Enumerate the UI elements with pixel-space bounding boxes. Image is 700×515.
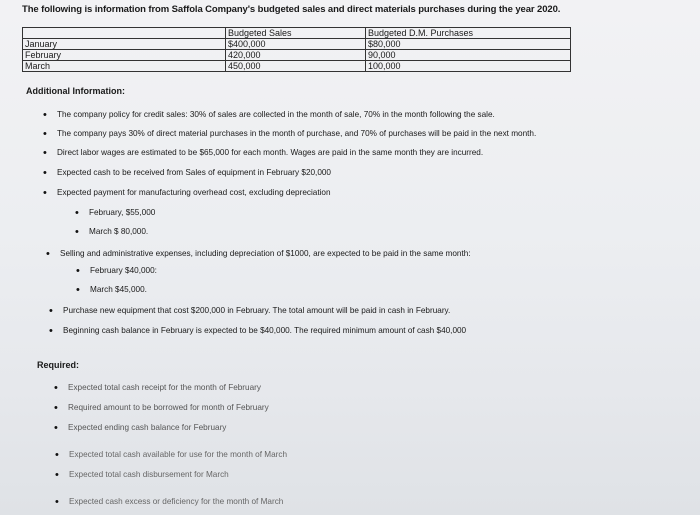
list-item: • Expected total cash disbursement for March — [69, 470, 229, 479]
table-header-cell: Budgeted Sales — [226, 28, 366, 39]
list-item: • Expected ending cash balance for February — [68, 423, 226, 432]
list-item: • Expected payment for manufacturing overhead cost, excluding depreciation — [57, 188, 331, 197]
list-item: • The company pays 30% of direct material purchases in the month of purchase, and 70% of purchases will be paid in the next month. — [57, 129, 536, 138]
table-cell-sales: 420,000 — [226, 50, 366, 61]
table-row — [23, 50, 571, 61]
list-item: • Beginning cash balance in February is expected to be $40,000. The required minimum amount of cash $40,000 — [63, 326, 466, 335]
list-item: • March $45,000. — [90, 285, 147, 294]
table-cell-sales: 450,000 — [226, 61, 366, 72]
list-item: • Required amount to be borrowed for month of February — [68, 403, 269, 412]
list-item: • Selling and administrative expenses, including depreciation of $1000, are expected to be paid in the same month: — [60, 249, 471, 258]
required-heading: Required: — [37, 360, 80, 370]
list-item: • February, $55,000 — [89, 208, 155, 217]
table-header-row — [23, 28, 571, 39]
additional-info-heading: Additional Information: — [26, 86, 125, 96]
table-cell-sales: $400,000 — [226, 39, 366, 50]
list-item: • February $40,000: — [90, 266, 157, 275]
table-cell-purchases: 100,000 — [366, 61, 571, 72]
table-header-cell — [23, 28, 226, 39]
table-cell-purchases: $80,000 — [366, 39, 571, 50]
list-item: • Expected total cash available for use for the month of March — [69, 450, 287, 459]
list-item: • March $ 80,000. — [89, 227, 148, 236]
list-item: • Purchase new equipment that cost $200,000 in February. The total amount will be paid in cash in February. — [63, 306, 450, 315]
table-cell-purchases: 90,000 — [366, 50, 571, 61]
table-cell-month: January — [23, 39, 226, 50]
document-title: The following is information from Saffola Company's budgeted sales and direct materials purchases during the year 2020. — [22, 4, 561, 15]
table-row — [23, 61, 571, 72]
table-header-cell: Budgeted D.M. Purchases — [366, 28, 571, 39]
list-item: • Expected cash to be received from Sales of equipment in February $20,000 — [57, 168, 331, 177]
budget-table — [22, 27, 571, 72]
list-item: • The company policy for credit sales: 30% of sales are collected in the month of sale, 70% in the month following the sale. — [57, 110, 495, 119]
list-item: • Direct labor wages are estimated to be $65,000 for each month. Wages are paid in the same month they are incurred. — [57, 148, 483, 157]
list-item: • Expected total cash receipt for the month of February — [68, 383, 261, 392]
list-item: • Expected cash excess or deficiency for the month of March — [69, 497, 283, 506]
table-row — [23, 39, 571, 50]
table-cell-month: March — [23, 61, 226, 72]
table-cell-month: February — [23, 50, 226, 61]
